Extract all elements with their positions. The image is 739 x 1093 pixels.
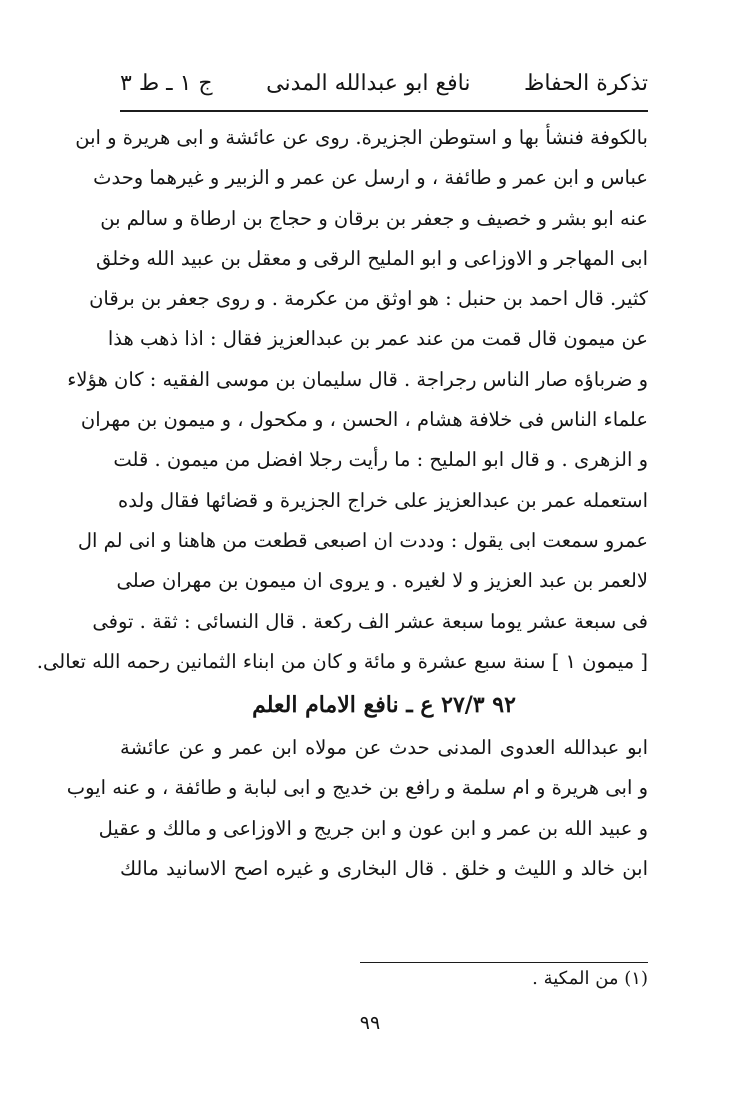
text-line: استعمله عمر بن عبدالعزيز على خراج الجزيرة و قضائها فقال ولده: [118, 488, 648, 512]
text-line: فى سبعة عشر يوما سبعة عشر الف ركعة . قال النسائى : ثقة . توفى: [92, 609, 648, 633]
text-line: عمرو سمعت ابى يقول : وددت ان اصبعى قطعت من هاهنا و انى لم ال: [77, 528, 648, 552]
text-line: ابو عبدالله العدوى المدنى حدث عن مولاه ابن عمر و عن عائشة: [120, 736, 648, 760]
page-number: ٩٩: [359, 1012, 381, 1034]
text-line: عن ميمون قال قمت من عند عمر بن عبدالعزيز فقال : اذا ذهب هذا: [107, 327, 648, 351]
header-rule: [120, 110, 648, 112]
text-line: عباس و ابن عمر و طائفة ، و ارسل عن عمر و الزبير و غيرهما وحدث: [93, 166, 648, 190]
running-header: [120, 58, 648, 108]
entry-title: نافع ابو عبدالله المدنى: [266, 70, 471, 96]
footnote: (١) من المكية .: [532, 968, 648, 989]
volume-reference: ج ١ ـ ط ٣: [120, 70, 213, 96]
text-line: [ ميمون ١ ] سنة سبع عشرة و مائة و كان من ابناء الثمانين رحمه الله تعالى.: [36, 649, 648, 673]
text-line: لالعمر بن عبد العزيز و لا لغيره . و يروى ان ميمون بن مهران صلى: [116, 569, 648, 593]
text-line: ابى المهاجر و الاوزاعى و ابو المليح الرقى و معقل بن عبيد الله وخلق: [95, 246, 648, 270]
footnote-rule: [360, 962, 648, 963]
section-title: ٩٢ ٢٧/٣ ع ـ نافع الامام العلم: [252, 692, 516, 719]
text-line: علماء الناس فى خلافة هشام ، الحسن ، و مكحول ، و ميمون بن مهران: [80, 408, 648, 432]
text-line: و الزهرى . و قال ابو المليح : ما رأيت رجلا افضل من ميمون . قلت: [113, 448, 648, 472]
text-line: ابن خالد و الليث و خلق . قال البخارى و غيره اصح الاسانيد مالك: [120, 857, 648, 881]
text-line: و ضرباؤه صار الناس رجراجة . قال سليمان بن موسى الفقيه : كان هؤلاء: [67, 367, 648, 391]
body-text: [36, 118, 648, 889]
text-line: كثير. قال احمد بن حنبل : هو اوثق من عكرمة . و روى جعفر بن برقان: [89, 287, 648, 311]
text-line: بالكوفة فنشأ بها و استوطن الجزيرة. روى عن عائشة و ابى هريرة و ابن: [75, 126, 648, 149]
text-line: و عبيد الله بن عمر و ابن عون و ابن جريج و الاوزاعى و مالك و عقيل: [98, 816, 648, 840]
book-title: تذكرة الحفاظ: [524, 70, 648, 96]
text-line: و ابى هريرة و ام سلمة و رافع بن خديج و ابى لبابة و طائفة ، و عنه ايوب: [66, 776, 648, 800]
text-line: عنه ابو بشر و خصيف و جعفر بن برقان و حجاج بن ارطاة و سالم بن: [100, 206, 648, 230]
